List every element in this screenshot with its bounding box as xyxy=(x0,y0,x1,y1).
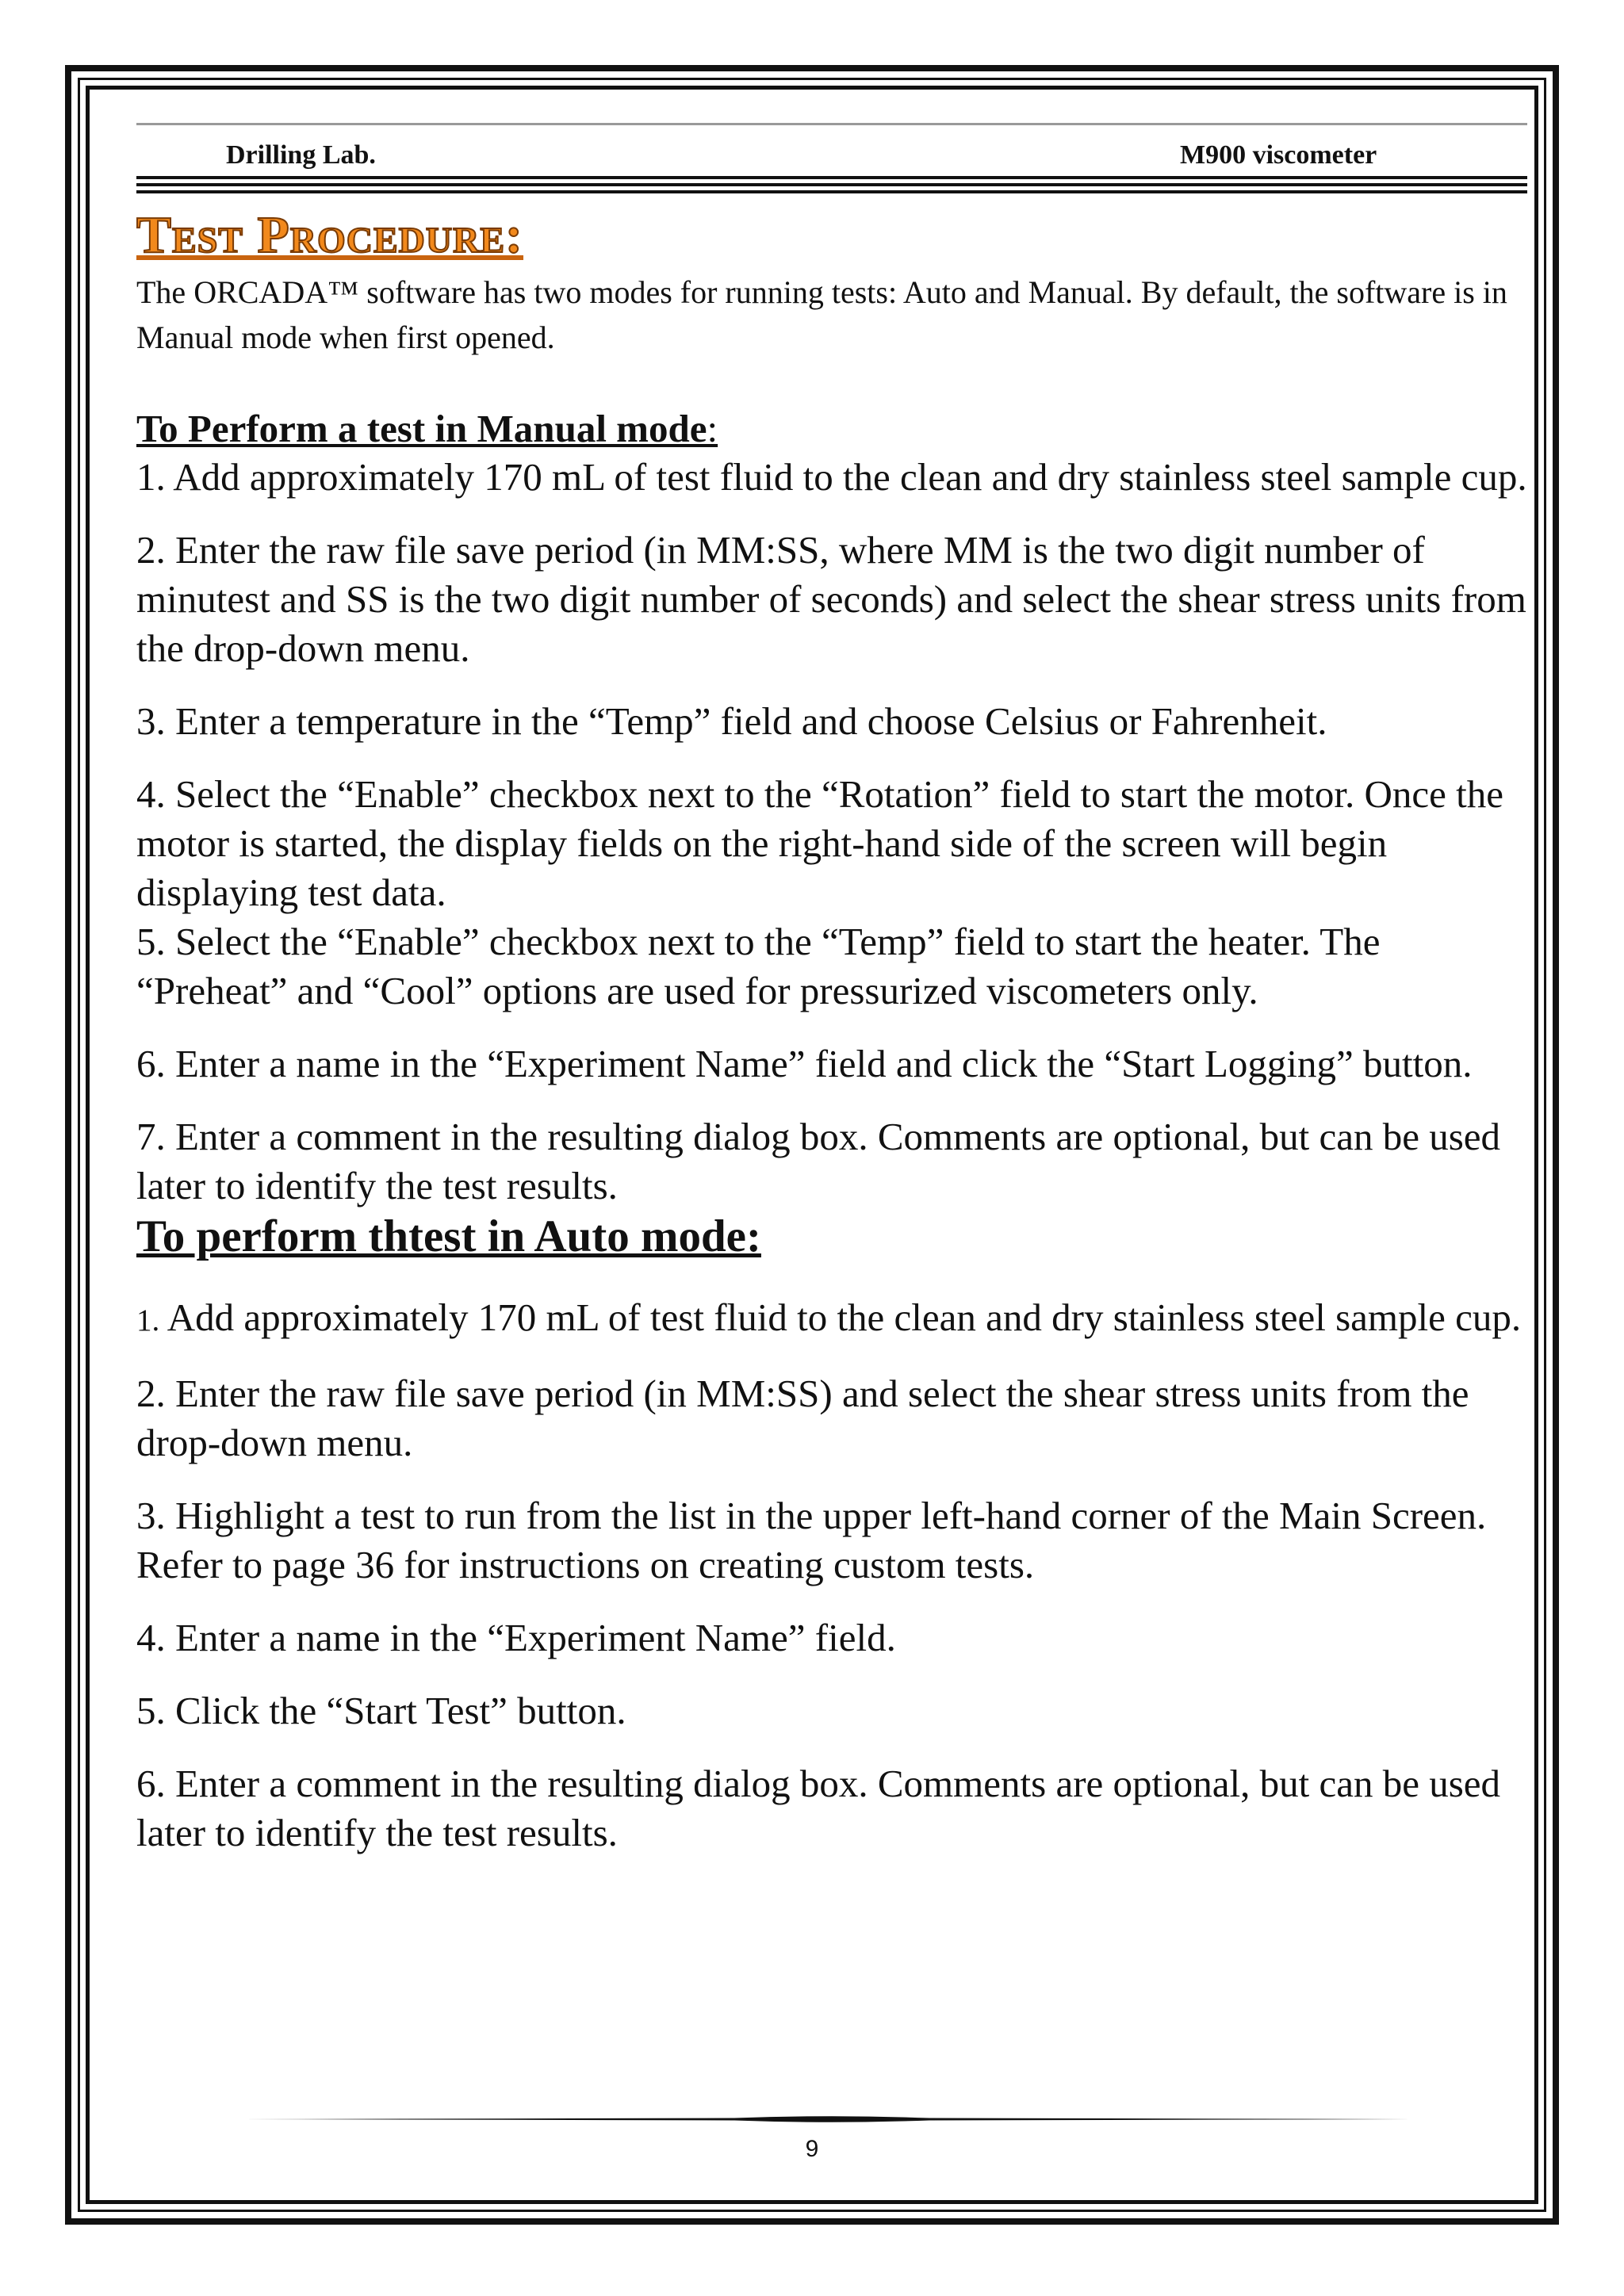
auto-mode-heading: To perform thtest in Auto mode: xyxy=(136,1211,761,1261)
auto-step-1-text: Add approximately 170 mL of test fluid to the clean and dry stainless steel sample cup. xyxy=(159,1295,1522,1339)
page-number: 9 xyxy=(805,2136,819,2162)
auto-step-1-number: 1. xyxy=(136,1303,160,1337)
header-left: Drilling Lab. xyxy=(226,140,376,170)
auto-step-3: 3. Highlight a test to run from the list in the upper left-hand corner of the Main Screen. Refer to page 36 for instructions on creating custom tests. xyxy=(136,1494,1487,1586)
auto-step-6: 6. Enter a comment in the resulting dialog box. Comments are optional, but can be used later to identify the test results. xyxy=(136,1762,1501,1854)
header-rule-2 xyxy=(136,183,1527,186)
header-rule-3 xyxy=(136,190,1527,193)
manual-step-7: 7. Enter a comment in the resulting dialog box. Comments are optional, but can be used later to identify the test results. xyxy=(136,1115,1501,1207)
auto-step-1 xyxy=(136,1293,1527,1345)
manual-step-6: 6. Enter a name in the “Experiment Name” field and click the “Start Logging” button. xyxy=(136,1042,1473,1085)
manual-mode-heading-colon: : xyxy=(707,407,718,450)
page-content xyxy=(136,208,1527,1858)
footer-divider xyxy=(243,2114,1421,2124)
auto-step-4: 4. Enter a name in the “Experiment Name” field. xyxy=(136,1616,896,1659)
header-top-rule xyxy=(136,123,1527,125)
auto-step-5: 5. Click the “Start Test” button. xyxy=(136,1689,626,1732)
manual-step-4: 4. Select the “Enable” checkbox next to the “Rotation” field to start the motor. Once the motor is started, the display fields on the right-hand side of the screen will begin displaying test data. xyxy=(136,772,1503,914)
manual-step-3: 3. Enter a temperature in the “Temp” field and choose Celsius or Fahrenheit. xyxy=(136,699,1327,743)
header-rule-1 xyxy=(136,176,1527,179)
auto-step-2: 2. Enter the raw file save period (in MM:SS) and select the shear stress units from the drop-down menu. xyxy=(136,1372,1469,1464)
manual-mode-heading xyxy=(136,405,1527,453)
header-right: M900 viscometer xyxy=(1180,140,1377,170)
section-title: Test Procedure: xyxy=(136,206,524,264)
manual-mode-heading-text: To Perform a test in Manual mode xyxy=(136,407,707,450)
manual-step-2: 2. Enter the raw file save period (in MM:SS, where MM is the two digit number of minutest and SS is the two digit number of seconds) and select the shear stress units from the drop-down menu. xyxy=(136,528,1526,670)
manual-step-1: 1. Add approximately 170 mL of test fluid to the clean and dry stainless steel sample cup. xyxy=(136,455,1527,499)
intro-paragraph: The ORCADA™ software has two modes for running tests: Auto and Manual. By default, the software is in Manual mode when first opened. xyxy=(136,274,1507,355)
manual-step-5: 5. Select the “Enable” checkbox next to the “Temp” field to start the heater. The “Preheat” and “Cool” options are used for pressurized viscometers only. xyxy=(136,920,1381,1012)
